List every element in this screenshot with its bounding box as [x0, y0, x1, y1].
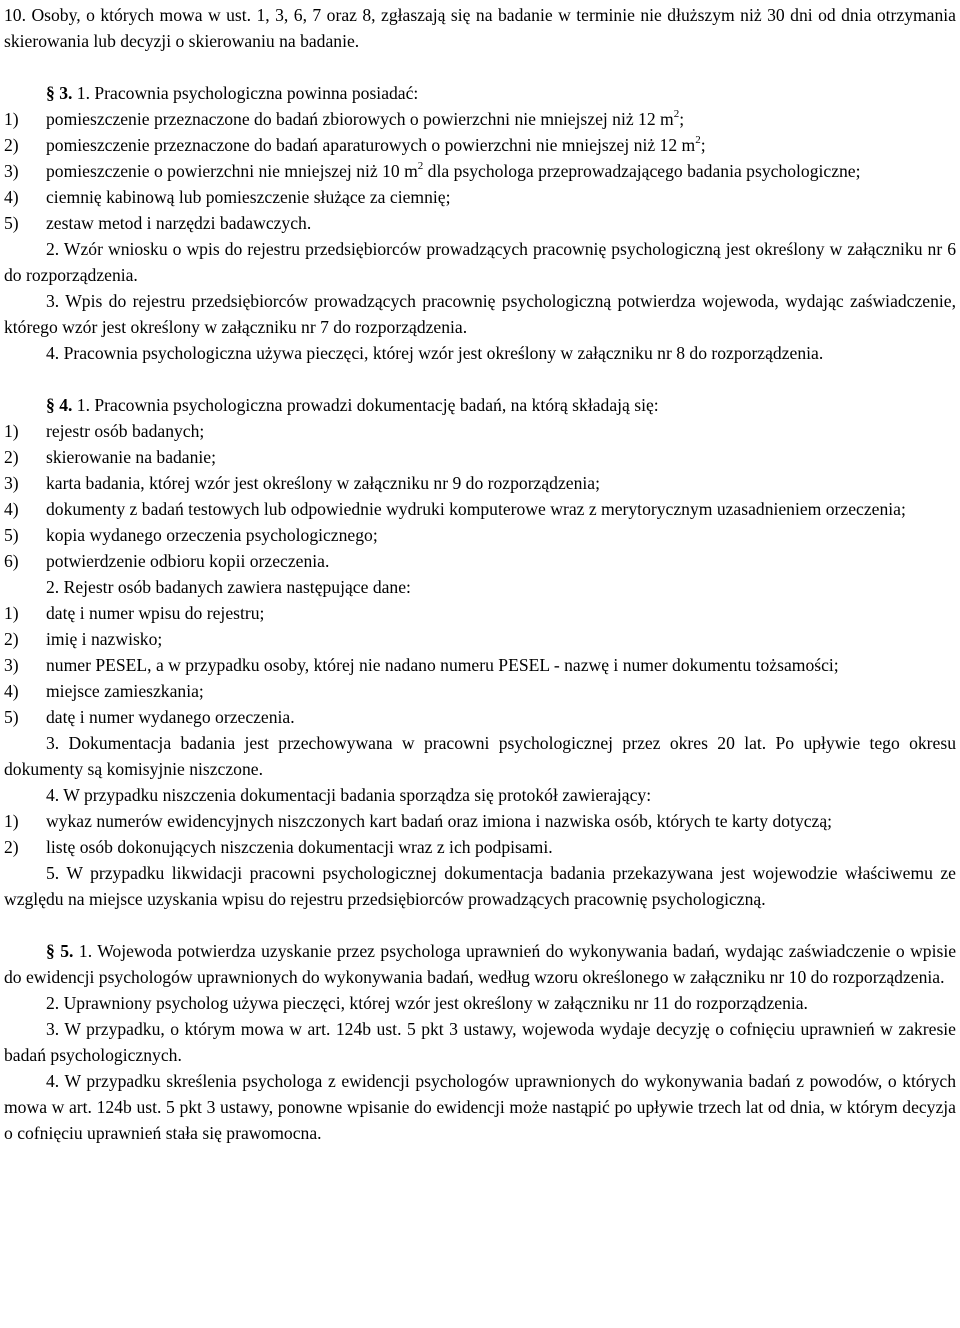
- list-item-number: 4): [4, 681, 19, 701]
- list-item-text: zestaw metod i narzędzi badawczych.: [46, 213, 312, 233]
- list-item-text: pomieszczenie przeznaczone do badań aparaturowych o powierzchni nie mniejszej niż 12 $m^2$;: [46, 134, 706, 155]
- list-item-text: datę i numer wydanego orzeczenia.: [46, 707, 295, 727]
- list-item-text: kopia wydanego orzeczenia psychologicznego;: [46, 525, 378, 545]
- list-item-number: 2): [4, 447, 19, 467]
- list-item: [4, 496, 956, 522]
- list-item: [4, 210, 956, 236]
- section-4-paragraph-2: 2. Rejestr osób badanych zawiera następujące dane:: [46, 577, 411, 597]
- list-item-number: 5): [4, 707, 19, 727]
- list-item: [4, 418, 956, 444]
- list-item-text: rejestr osób badanych;: [46, 421, 205, 441]
- list-item: [4, 444, 956, 470]
- paragraph-10: 10. Osoby, o których mowa w ust. 1, 3, 6, 7 oraz 8, zgłaszają się na badanie w terminie nie dłuższym niż 30 dni od dnia otrzymania skierowania lub decyzji o skierowaniu na badanie.: [4, 5, 956, 51]
- list-item: [4, 808, 956, 834]
- section-4-paragraph-4: 4. W przypadku niszczenia dokumentacji badania sporządza się protokół zawierający:: [46, 785, 652, 805]
- list-item-text: pomieszczenie przeznaczone do badań zbiorowych o powierzchni nie mniejszej niż 12 $m^2$;: [46, 108, 685, 129]
- list-item: [4, 652, 956, 678]
- list-item: [4, 158, 956, 184]
- list-item-text: listę osób dokonujących niszczenia dokumentacji wraz z ich podpisami.: [46, 837, 553, 857]
- list-item-number: 1): [4, 603, 19, 623]
- list-item: [4, 600, 956, 626]
- list-item: [4, 834, 956, 860]
- list-item-number: 4): [4, 187, 19, 207]
- list-item-text: dokumenty z badań testowych lub odpowiednie wydruki komputerowe wraz z merytorycznym uzasadnieniem orzeczenia;: [46, 499, 906, 519]
- section-4-paragraph-1-text: 1. Pracownia psychologiczna prowadzi dokumentację badań, na którą składają się:: [76, 395, 659, 415]
- section-4-paragraph-1: [4, 392, 956, 418]
- list-item-number: 2): [4, 837, 19, 857]
- section-5-paragraph-4: 4. W przypadku skreślenia psychologa z ewidencji psychologów uprawnionych do wykonywania badań z powodów, o których mowa w art. 124b ust. 5 pkt 3 ustawy, ponowne wpisanie do ewidencji może nastąpić po upływie trzech lat od dnia, w którym decyzja o cofnięciu uprawnień stała się prawomocna.: [4, 1071, 956, 1143]
- list-item-number: 1): [4, 811, 19, 831]
- section-3-label: § 3.: [46, 83, 73, 103]
- section-3-paragraph-1: [4, 80, 956, 106]
- section-4-list-2: [4, 600, 956, 730]
- section-4-label: § 4.: [46, 395, 73, 415]
- list-item-number: 6): [4, 551, 19, 571]
- list-item-number: 5): [4, 525, 19, 545]
- list-item-number: 3): [4, 473, 19, 493]
- list-item: [4, 106, 956, 132]
- list-item: [4, 522, 956, 548]
- list-item: [4, 470, 956, 496]
- section-4-list-1: [4, 418, 956, 574]
- list-item-number: 3): [4, 161, 19, 181]
- list-item: [4, 548, 956, 574]
- section-5-paragraph-1-text: 1. Wojewoda potwierdza uzyskanie przez psychologa uprawnień do wykonywania badań, wydając zaświadczenie o wpisie do ewidencji psychologów uprawnionych do wykonywania badań, według wzoru określonego w załączniku nr 10 do rozporządzenia.: [4, 941, 957, 987]
- section-3-list: [4, 106, 956, 236]
- list-item: [4, 626, 956, 652]
- section-5-paragraph-3: 3. W przypadku, o którym mowa w art. 124b ust. 5 pkt 3 ustawy, wojewoda wydaje decyzję o cofnięciu uprawnień w zakresie badań psychologicznych.: [4, 1019, 956, 1065]
- section-5-paragraph-2: 2. Uprawniony psycholog używa pieczęci, której wzór jest określony w załączniku nr 11 do rozporządzenia.: [46, 993, 808, 1013]
- list-item: [4, 704, 956, 730]
- list-item-text: wykaz numerów ewidencyjnych niszczonych kart badań oraz imiona i nazwiska osób, których te karty dotyczą;: [46, 811, 833, 831]
- list-item-text: numer PESEL, a w przypadku osoby, której nie nadano numeru PESEL - nazwę i numer dokumentu tożsamości;: [46, 655, 839, 675]
- list-item-number: 3): [4, 655, 19, 675]
- section-4-paragraph-5: 5. W przypadku likwidacji pracowni psychologicznej dokumentacja badania przekazywana jest wojewodzie właściwemu ze względu na miejsce uzyskania wpisu do rejestru przedsiębiorców prowadzących pracownię psychologiczną.: [4, 863, 956, 909]
- section-4-paragraph-3: 3. Dokumentacja badania jest przechowywana w pracowni psychologicznej przez okres 20 lat. Po upływie tego okresu dokumenty są komisyjnie niszczone.: [4, 733, 956, 779]
- list-item-text: ciemnię kabinową lub pomieszczenie służące za ciemnię;: [46, 187, 451, 207]
- list-item-text: imię i nazwisko;: [46, 629, 163, 649]
- list-item: [4, 184, 956, 210]
- section-4-list-4: [4, 808, 956, 860]
- list-item-text: karta badania, której wzór jest określony w załączniku nr 9 do rozporządzenia;: [46, 473, 600, 493]
- list-item-number: 2): [4, 629, 19, 649]
- section-3-paragraph-3: 3. Wpis do rejestru przedsiębiorców prowadzących pracownię psychologiczną potwierdza wojewoda, wydając zaświadczenie, którego wzór jest określony w załączniku nr 7 do rozporządzenia.: [4, 291, 956, 337]
- list-item-text: pomieszczenie o powierzchni nie mniejszej niż 10 $m^2$ dla psychologa przeprowadzającego badania psychologiczne;: [46, 160, 861, 181]
- list-item-number: 1): [4, 421, 19, 441]
- list-item-number: 4): [4, 499, 19, 519]
- section-5-paragraph-1: [4, 938, 956, 990]
- section-3-paragraph-4: 4. Pracownia psychologiczna używa pieczęci, której wzór jest określony w załączniku nr 8 do rozporządzenia.: [46, 343, 824, 363]
- list-item-number: 5): [4, 213, 19, 233]
- list-item-text: datę i numer wpisu do rejestru;: [46, 603, 265, 623]
- list-item: [4, 132, 956, 158]
- section-3-paragraph-2: 2. Wzór wniosku o wpis do rejestru przedsiębiorców prowadzących pracownię psychologiczną jest określony w załączniku nr 6 do rozporządzenia.: [4, 239, 956, 285]
- list-item-number: 2): [4, 135, 19, 155]
- list-item-text: skierowanie na badanie;: [46, 447, 217, 467]
- list-item-text: miejsce zamieszkania;: [46, 681, 204, 701]
- section-5-label: § 5.: [46, 941, 74, 961]
- section-3-paragraph-1-text: 1. Pracownia psychologiczna powinna posiadać:: [76, 83, 419, 103]
- list-item-text: potwierdzenie odbioru kopii orzeczenia.: [46, 551, 330, 571]
- list-item: [4, 678, 956, 704]
- list-item-number: 1): [4, 109, 19, 129]
